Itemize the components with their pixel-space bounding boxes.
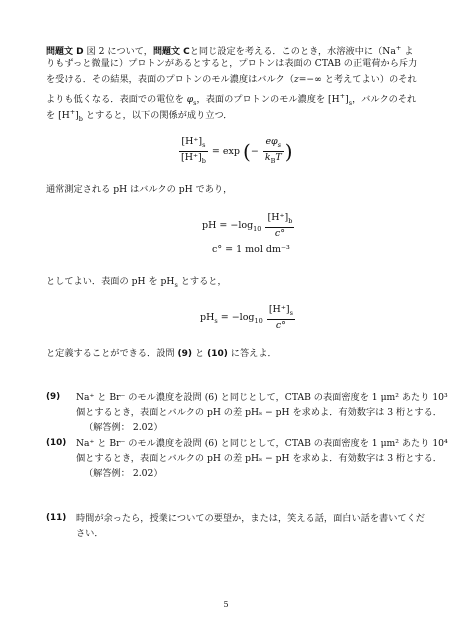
- equation-standard-conc: c° = 1 mol dm⁻³: [212, 244, 290, 255]
- question-11-number: (11): [46, 513, 67, 523]
- subscript: b: [288, 216, 293, 225]
- denominator: [H⁺]: [181, 151, 202, 163]
- ph-lhs: pH = −log: [202, 219, 254, 231]
- question-9-line-1: Na⁺ と Br⁻ のモル濃度を設問 (6) と同じとして，CTAB の表面密度を 1 μm² あたり 10³: [76, 392, 448, 403]
- subscript: 10: [254, 316, 263, 325]
- intro-text: よりも低くなる．表面での電位を: [46, 94, 187, 106]
- question-10-number: (10): [46, 438, 67, 448]
- numerator: [H⁺]: [268, 304, 290, 315]
- question-10-example: （解答例： 2.02）: [84, 468, 163, 479]
- question-9-example: （解答例： 2.02）: [84, 422, 163, 433]
- equals-exp: = exp: [211, 145, 240, 157]
- text: とすると，: [177, 276, 227, 287]
- subscript: s: [277, 140, 282, 149]
- question-ref-10: (10): [207, 349, 228, 359]
- denominator-T: T: [275, 151, 282, 163]
- superscript: +: [395, 44, 402, 52]
- page-number: 5: [223, 600, 229, 609]
- problem-ref-c: 問題文 C: [152, 47, 190, 58]
- subscript: s: [214, 316, 218, 325]
- fraction-exponent: [263, 136, 284, 167]
- intro-text: を [H: [46, 110, 70, 122]
- subscript: s: [289, 308, 293, 317]
- subscript: b: [201, 156, 206, 165]
- intro-text: よ: [401, 46, 414, 58]
- subscript: s: [174, 280, 178, 289]
- ph-lhs: = −log: [217, 311, 255, 323]
- intro-line-1: [46, 42, 413, 58]
- question-9-line-2: 個とするとき，表面とバルクの pH の差 pHₛ − pH を求めよ．有効数字は 3 桁とする．: [76, 407, 442, 418]
- question-11-line-1: 時間が余ったら，授業についての要望か，または，笑える話，面白い話を書いてくだ: [76, 513, 425, 524]
- intro-line-5: [46, 106, 233, 125]
- numerator: eφ: [265, 136, 278, 147]
- equation-boltzmann: $\frac{[H^+]_s}{[H^+]_b}$ = exp (− $\frac{e\varphi_s}{k_BT}$ ): [181, 136, 293, 165]
- text: に答えよ．: [227, 348, 277, 359]
- text: と定義することができる．設問: [46, 348, 178, 359]
- question-11-line-2: さい．: [76, 528, 104, 539]
- numerator: [H⁺]: [181, 136, 203, 147]
- denominator: c°: [275, 319, 286, 331]
- question-ref-9: (9): [177, 349, 193, 359]
- intro-line-3: [46, 74, 417, 86]
- subscript: 10: [253, 224, 262, 233]
- intro-line-2: りもずっと微量に）プロトンがあるとすると，プロトンは表面の CTAB の正電荷から斥力: [46, 58, 418, 69]
- intro-text: 図 2 について，: [86, 46, 153, 58]
- math-z: z: [293, 74, 299, 85]
- text: としてよい．表面の pH を pH: [46, 276, 175, 287]
- subscript: s: [348, 98, 353, 107]
- intro-text: ，表面のプロトンのモル濃度を [H: [196, 94, 340, 106]
- paragraph-instructions: [46, 348, 277, 360]
- intro-text: とすると，以下の関係が成り立つ．: [82, 110, 233, 122]
- superscript: +: [339, 92, 346, 100]
- minus-sign: −: [250, 145, 259, 157]
- paragraph-ph-surface: [46, 276, 227, 291]
- ph-lhs: pH: [200, 311, 215, 323]
- question-9-number: (9): [46, 392, 61, 402]
- superscript: +: [69, 108, 76, 116]
- text: と: [192, 348, 208, 359]
- subscript: b: [78, 114, 83, 123]
- intro-text: ，バルクのそれ: [352, 94, 417, 106]
- equation-ph-surface: [200, 304, 296, 331]
- fraction-bulk: [265, 212, 294, 239]
- equation-ph-bulk: [202, 212, 295, 239]
- question-10-line-1: Na⁺ と Br⁻ のモル濃度を設問 (6) と同じとして，CTAB の表面密度を 1 μm² あたり 10⁴: [76, 438, 448, 449]
- subscript: B: [270, 156, 276, 165]
- subscript: s: [193, 98, 197, 107]
- subscript: s: [202, 140, 206, 149]
- numerator: [H⁺]: [267, 212, 289, 223]
- fraction-concentration-ratio: [179, 136, 208, 167]
- intro-text: ]: [75, 110, 79, 122]
- paragraph-ph-bulk: 通常測定される pH はバルクの pH であり，: [46, 184, 233, 195]
- denominator: c°: [274, 227, 285, 239]
- intro-text: ]: [345, 94, 349, 106]
- denominator: k: [264, 151, 271, 163]
- problem-label-d: 問題文 D: [46, 47, 84, 58]
- intro-text: と同じ設定を考える．このとき，水溶液中に（Na: [189, 46, 396, 58]
- intro-text: を受ける．その結果，表面のプロトンのモル濃度はバルク（: [46, 74, 294, 85]
- math-phi: φ: [186, 94, 194, 106]
- question-10-line-2: 個とするとき，表面とバルクの pH の差 pHₛ − pH を求めよ．有効数字は 3 桁とする．: [76, 453, 442, 464]
- intro-text: =−∞ と考えてよい）のそれ: [298, 74, 417, 85]
- fraction-surface: [267, 304, 295, 331]
